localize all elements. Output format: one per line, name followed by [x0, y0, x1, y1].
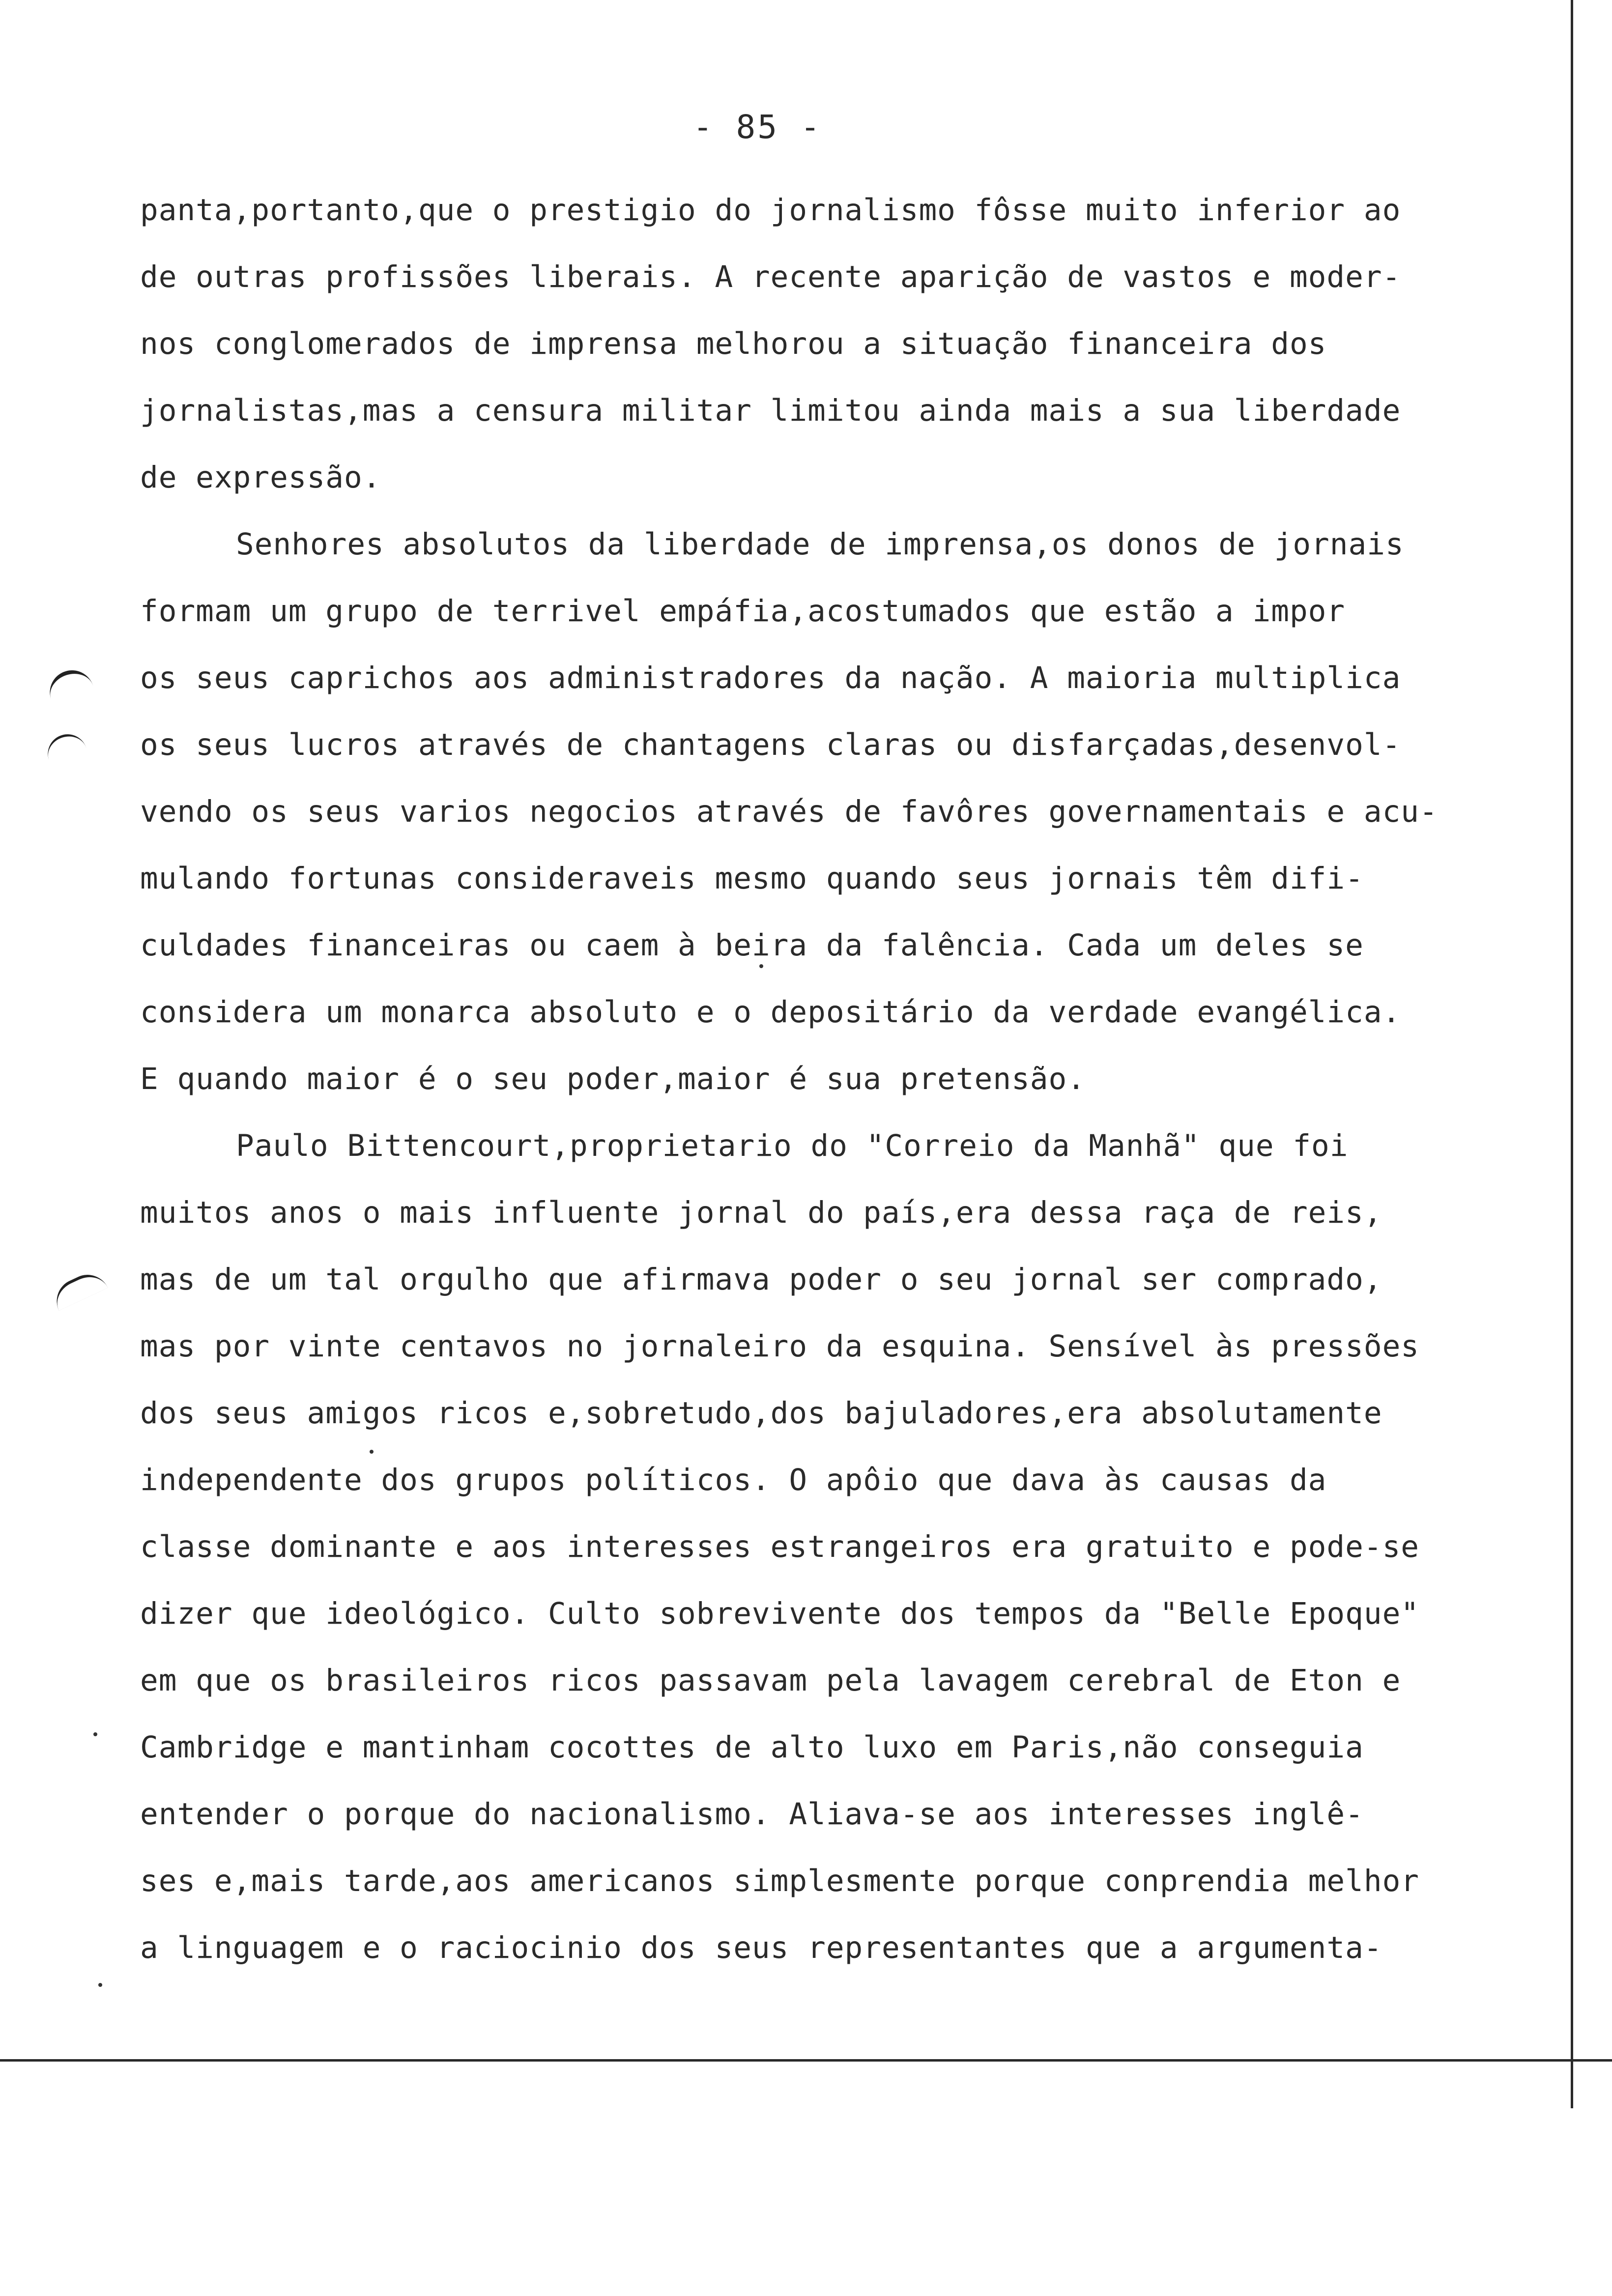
text-line: dizer que ideológico. Culto sobrevivente dos tempos da "Belle Epoque": [140, 1596, 1420, 1631]
text-line: Paulo Bittencourt,proprietario do "Correio da Manhã" que foi: [236, 1128, 1349, 1163]
body-text: [140, 177, 1551, 1981]
text-line: muitos anos o mais influente jornal do país,era dessa raça de reis,: [140, 1195, 1382, 1230]
margin-dot: [93, 1732, 97, 1736]
bottom-rule: [0, 2059, 1573, 2062]
margin-mark: [44, 664, 93, 700]
text-line: E quando maior é o seu poder,maior é sua pretensão.: [140, 1062, 1086, 1096]
text-line: classe dominante e aos interesses estrangeiros era gratuito e pode-se: [140, 1529, 1420, 1564]
margin-mark: [49, 1267, 108, 1311]
stray-dot: [759, 964, 763, 968]
text-line: entender o porque do nacionalismo. Aliava-se aos interesses inglê-: [140, 1797, 1364, 1832]
text-line: os seus lucros através de chantagens claras ou disfarçadas,desenvol-: [140, 727, 1401, 762]
text-line: vendo os seus varios negocios através de favôres governamentais e acu-: [140, 794, 1438, 829]
right-margin-rule: [1571, 0, 1573, 2108]
text-line: os seus caprichos aos administradores da nação. A maioria multiplica: [140, 660, 1401, 695]
margin-mark: [43, 729, 87, 763]
page-number: - 85 -: [693, 108, 822, 146]
text-line: considera um monarca absoluto e o depositário da verdade evangélica.: [140, 995, 1401, 1030]
text-line: panta,portanto,que o prestigio do jornalismo fôsse muito inferior ao: [140, 193, 1401, 228]
text-line: jornalistas,mas a censura militar limitou ainda mais a sua liberdade: [140, 393, 1401, 428]
text-line: culdades financeiras ou caem à beira da falência. Cada um deles se: [140, 928, 1364, 963]
right-rule-tick: [1553, 2059, 1612, 2062]
text-line: nos conglomerados de imprensa melhorou a situação financeira dos: [140, 326, 1327, 361]
text-line: de expressão.: [140, 460, 381, 495]
text-line: independente dos grupos políticos. O apôio que dava às causas da: [140, 1463, 1327, 1497]
text-line: mulando fortunas consideraveis mesmo quando seus jornais têm difi-: [140, 861, 1364, 896]
text-line: em que os brasileiros ricos passavam pela lavagem cerebral de Eton e: [140, 1663, 1401, 1698]
margin-dot: [98, 1983, 102, 1987]
text-line: dos seus amigos ricos e,sobretudo,dos bajuladores,era absolutamente: [140, 1396, 1382, 1431]
text-line: formam um grupo de terrivel empáfia,acostumados que estão a impor: [140, 594, 1346, 629]
text-line: Cambridge e mantinham cocottes de alto luxo em Paris,não conseguia: [140, 1730, 1364, 1765]
text-line: mas por vinte centavos no jornaleiro da esquina. Sensível às pressões: [140, 1329, 1420, 1364]
text-line: de outras profissões liberais. A recente aparição de vastos e moder-: [140, 259, 1401, 294]
text-line: a linguagem e o raciocinio dos seus representantes que a argumenta-: [140, 1930, 1382, 1965]
text-line: mas de um tal orgulho que afirmava poder o seu jornal ser comprado,: [140, 1262, 1382, 1297]
text-line: Senhores absolutos da liberdade de imprensa,os donos de jornais: [236, 527, 1404, 562]
text-line: ses e,mais tarde,aos americanos simplesmente porque conprendia melhor: [140, 1864, 1420, 1898]
stray-dot: [370, 1450, 374, 1454]
